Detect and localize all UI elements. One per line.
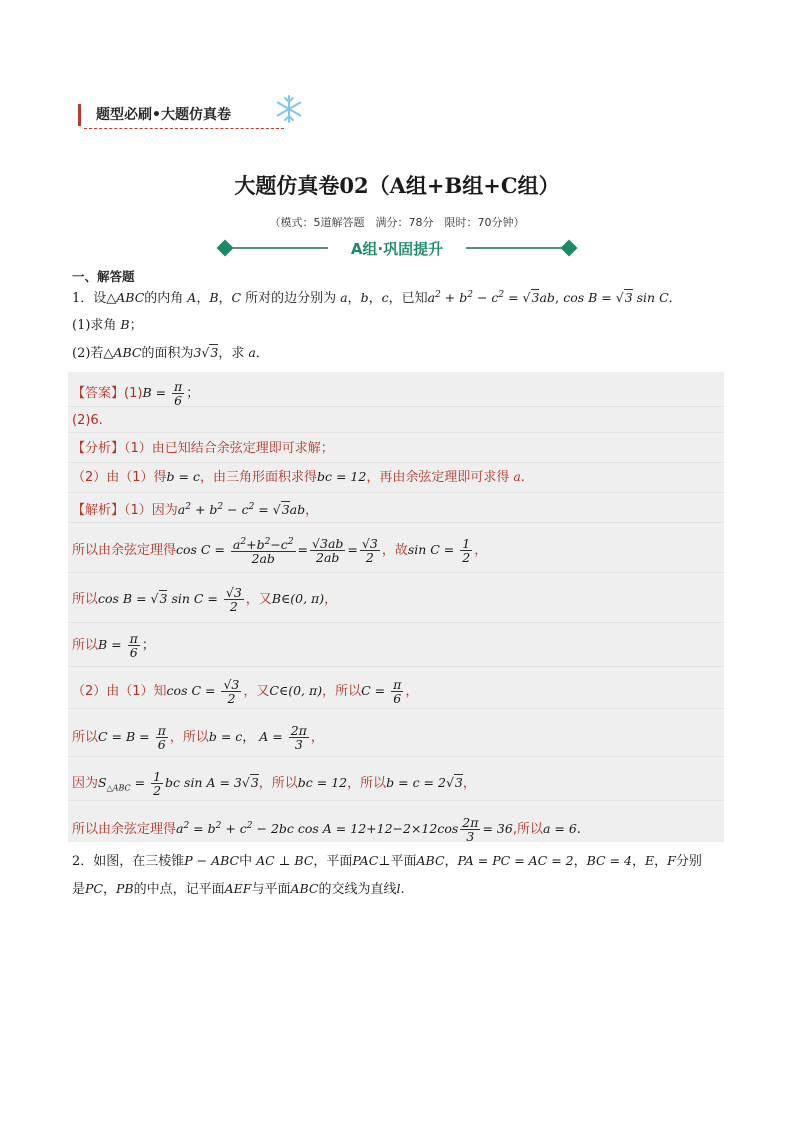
solution-label: 【解析】 [72, 503, 125, 519]
q1-part1: (1)求角 B； [72, 317, 143, 333]
solution-text: ，所以 [347, 776, 387, 791]
q1-stem-text: 所对的边分别为 [245, 291, 337, 307]
analysis-text: ，再由余弦定理即可求得 [366, 470, 510, 485]
row-divider [68, 800, 724, 801]
page-title: 大题仿真卷02（A组+B组+C组） [234, 173, 560, 198]
q1-stem-text: ，已知 [388, 291, 428, 307]
solution-text: 所以由余弦定理得 [72, 543, 177, 559]
row-divider [68, 622, 724, 623]
group-banner [216, 238, 578, 258]
row-divider [68, 708, 724, 709]
q1-part2-text: ，求 [218, 346, 245, 361]
row-divider [68, 756, 724, 757]
header-accent-bar [78, 104, 81, 126]
solution-line3: 所以cos B = √3 sin C = $\frac{√3}{2}$ ，又B∈(0, π)， [72, 585, 338, 614]
q1-part2: (2)若△ABC的面积为3√3，求 a． [72, 345, 269, 361]
solution-line4: 所以B = $\frac{\pi}{6}$ ； [72, 631, 155, 660]
q1-stem-text: 的内角 [144, 291, 184, 307]
solution-text: 所以 [72, 592, 99, 607]
solution-text: （2）由（1）知 [72, 684, 167, 699]
solution-text: 所以 [72, 638, 99, 653]
q1-stem-text: 1．设△ [72, 291, 117, 307]
header-underline [84, 128, 284, 129]
answer-part1: (1) [124, 386, 143, 401]
q1-part1-text: (1)求角 [72, 318, 117, 333]
group-label: A组·巩固提升 [350, 240, 444, 258]
solution-text: ，又 [243, 684, 270, 699]
answer-label: 【答案】 [72, 386, 125, 401]
q2-text: 分别 [675, 854, 702, 869]
solution-line5: （2）由（1）知cos C = $\frac{√3}{2}$ ，又C∈(0, π)，所以C = $\frac{\pi}{6}$ ， [72, 677, 419, 706]
q2-text: 的交线为直线 [318, 882, 397, 897]
analysis-text: （2）由（1）得 [72, 470, 167, 485]
q2-text: 2．如图，在三棱锥 [72, 854, 185, 869]
q2-text: ⊥平面 [378, 854, 417, 869]
row-divider [68, 666, 724, 667]
analysis-text: （1）由已知结合余弦定理即可求解； [124, 441, 334, 456]
row-divider [68, 522, 724, 523]
q2-text: 的中点，记平面 [133, 882, 225, 897]
analysis-text: ，由三角形面积求得 [199, 470, 317, 485]
solution-text: 所以 [516, 822, 543, 837]
q2-line2: 是PC，PB的中点，记平面AEF与平面ABC的交线为直线l. [72, 881, 405, 897]
section-heading: 一、解答题 [72, 269, 135, 284]
q1-part2-text: (2)若△ [72, 346, 114, 361]
solution-line8: 所以由余弦定理得$a^2 = b^2 + c^2 - 2bc$ cos A = 12+12−2×12cos $\frac{2\pi}{3}$ = 36,所以a = 6. [72, 815, 581, 844]
analysis-line1 [72, 440, 334, 458]
analysis-label: 【分析】 [72, 441, 125, 456]
solution-text: 所以由余弦定理得 [72, 822, 177, 837]
row-divider [68, 492, 724, 493]
q1-part2-text: 的面积为 [141, 346, 194, 361]
solution-line1: 【解析】（1）因为$a^2 + b^2 - c^2 = √3ab$， [72, 502, 319, 519]
solution-text: （1）因为 [124, 503, 178, 519]
row-divider [68, 572, 724, 573]
q2-text: 中 [239, 854, 253, 869]
answer-part2: (2)6. [72, 413, 103, 428]
solution-text: ，故 [381, 543, 408, 559]
header-tag-text: 题型必刷•大题仿真卷 [96, 107, 231, 123]
solution-text: ，所以 [258, 776, 298, 791]
q2-text: 是 [72, 882, 86, 897]
q1-stem: 1．设△ABC的内角 A，B，C 所对的边分别为 a，b，c，已知$a^2 + b^2 - c^2 = √3ab$, cos B = √3 sin C． [72, 290, 682, 307]
solution-text: 所以 [72, 730, 99, 745]
solution-text: ，又 [245, 592, 272, 607]
exam-meta: （模式：5道解答题 满分：78分 限时：70分钟） [269, 216, 525, 229]
analysis-line2: （2）由（1）得b = c，由三角形面积求得bc = 12，再由余弦定理即可求得 a. [72, 469, 525, 485]
row-divider [68, 432, 724, 433]
solution-line6: 所以C = B = $\frac{\pi}{6}$ ，所以b = c， A = $\frac{2\pi}{3}$ ， [72, 723, 324, 752]
answer-line: 【答案】(1)B = $\frac{\pi}{6}$ ； [72, 379, 200, 408]
solution-line7: 因为$S_{\triangle ABC}$ = $\frac{1}{2}$ bc sin A = 3√3，所以bc = 12，所以b = c = 2√3， [72, 769, 476, 798]
solution-line2: 所以由余弦定理得cos C = $\frac{a^2+b^2-c^2}{2ab}$ = $\frac{√3ab}{2ab}$ = $\frac{√3}{2}$ ，故sin C = $\frac{1}{2}$ ， [72, 536, 488, 567]
q2-line1: 2．如图，在三棱锥P − ABC中 AC ⊥ BC，平面PAC⊥平面ABC，PA = PC = AC = 2，BC = 4，E，F分别 [72, 853, 702, 869]
q2-text: ，平面 [313, 854, 353, 869]
snowflake-icon [274, 94, 304, 124]
header-tag [78, 98, 288, 130]
row-divider [68, 462, 724, 463]
solution-text: 因为 [72, 776, 99, 791]
solution-text: ，所以 [169, 730, 209, 745]
q2-text: 与平面 [251, 882, 291, 897]
solution-text: ，所以 [322, 684, 362, 699]
